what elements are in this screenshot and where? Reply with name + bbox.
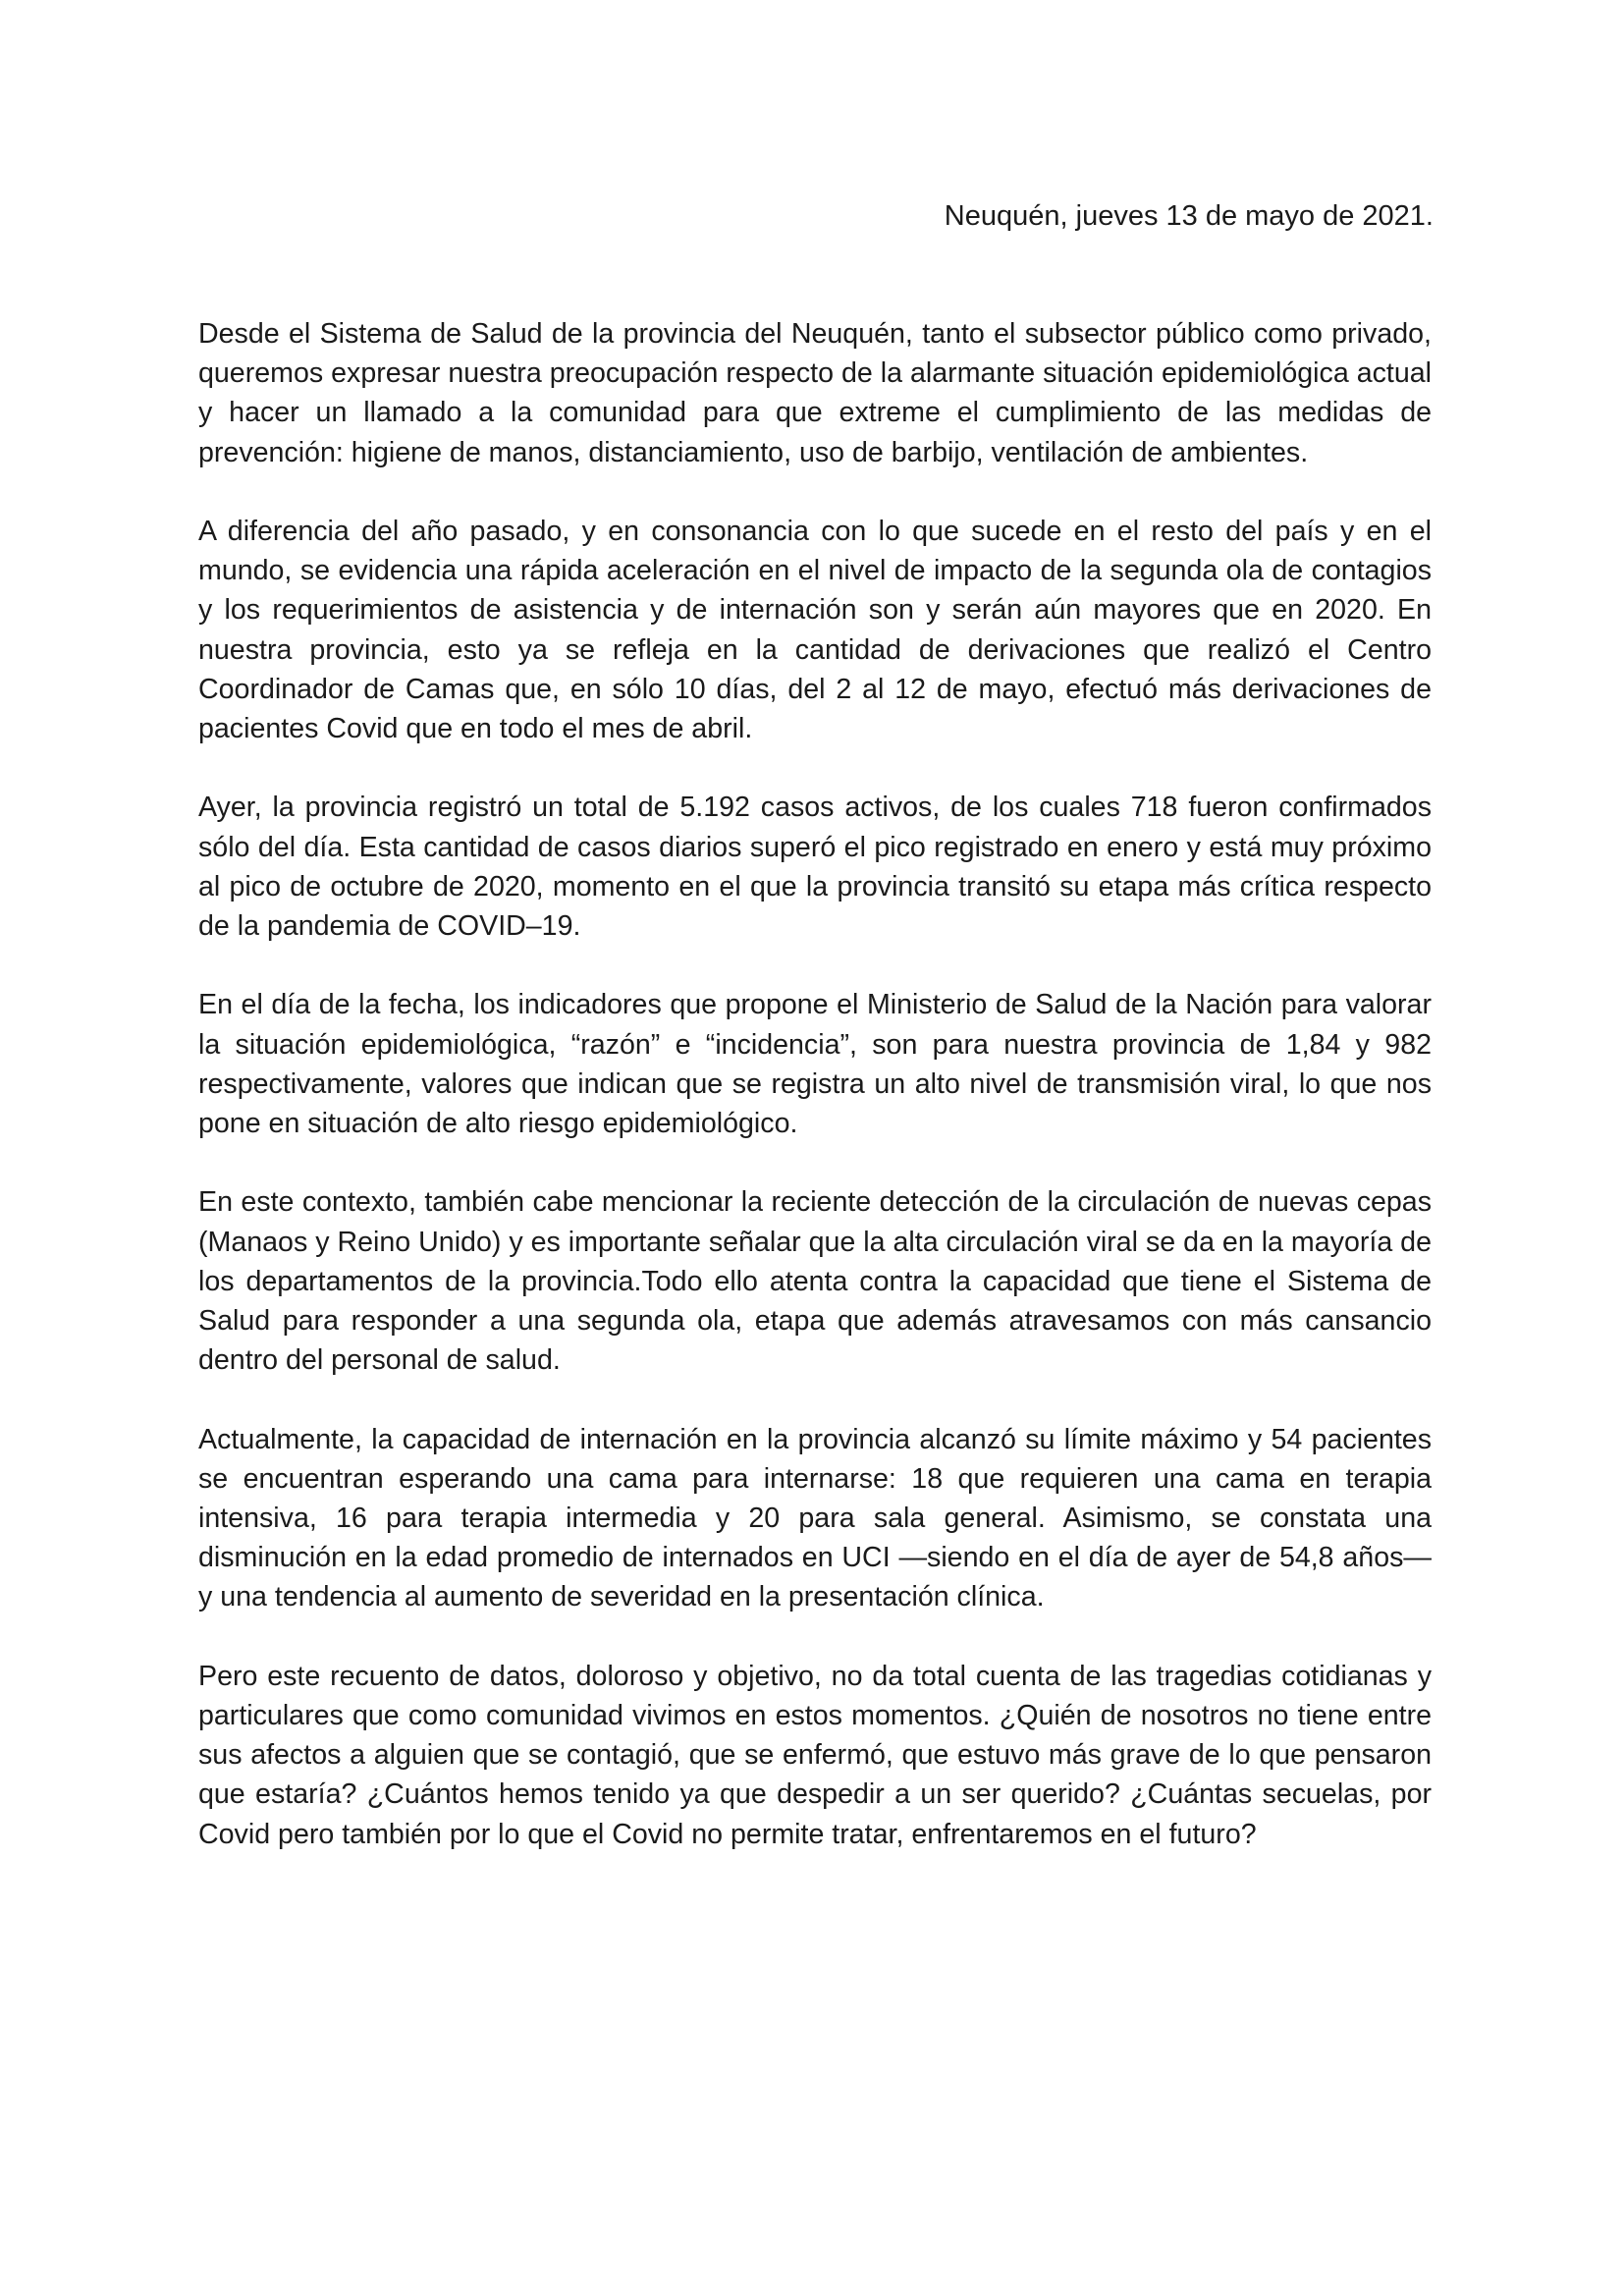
paragraph-community-tragedies: Pero este recuento de datos, doloroso y objetivo, no da total cuenta de las tragedias cotidianas y particulares que como comunidad vivimos en estos momentos. ¿Quién de nosotros no tiene entre sus afectos a alguien que se contagió, que se enfermó, que estuvo más grave de lo que pensaron que estaría? ¿Cuántos hemos tenido ya que despedir a un ser querido? ¿Cuántas secuelas, por Covid pero también por lo que el Covid no permite tratar, enfrentaremos en el futuro? (198, 1660, 1432, 1850)
letter-body (198, 314, 1432, 1893)
paragraph-hospital-capacity: Actualmente, la capacidad de internación en la provincia alcanzó su límite máximo y 54 pacientes se encuentran esperando una cama para internarse: 18 que requieren una cama en terapia intensiva, 16 para terapia intermedia y 20 para sala general. Asimismo, se constata una disminución en la edad promedio de internados en UCI —siendo en el día de ayer de 54,8 años— y una tendencia al aumento de severidad en la presentación clínica. (198, 1423, 1432, 1613)
paragraph-indicators: En el día de la fecha, los indicadores que propone el Ministerio de Salud de la Nación para valorar la situación epidemiológica, “razón” e “incidencia”, son para nuestra provincia de 1,84 y 982 respectivamente, valores que indican que se registra un alto nivel de transmisión viral, lo que nos pone en situación de alto riesgo epidemiológico. (198, 989, 1432, 1140)
paragraph-new-strains: En este contexto, también cabe mencionar la reciente detección de la circulación de nuevas cepas (Manaos y Reino Unido) y es importante señalar que la alta circulación viral se da en la mayoría de los departamentos de la provincia.Todo ello atenta contra la capacidad que tiene el Sistema de Salud para responder a una segunda ola, etapa que además atravesamos con más cansancio dentro del personal de salud. (198, 1186, 1432, 1377)
letter-date: Neuquén, jueves 13 de mayo de 2021. (944, 200, 1434, 232)
paragraph-active-cases: Ayer, la provincia registró un total de 5.192 casos activos, de los cuales 718 fueron confirmados sólo del día. Esta cantidad de casos diarios superó el pico registrado en enero y está muy próximo al pico de octubre de 2020, momento en el que la provincia transitó su etapa más crítica respecto de la pandemia de COVID–19. (198, 792, 1432, 943)
paragraph-prevention-call: Desde el Sistema de Salud de la provincia del Neuquén, tanto el subsector público como privado, queremos expresar nuestra preocupación respecto de la alarmante situación epidemiológica actual y hacer un llamado a la comunidad para que extreme el cumplimiento de las medidas de prevención: higiene de manos, distanciamiento, uso de barbijo, ventilación de ambientes. (198, 318, 1432, 468)
paragraph-second-wave: A diferencia del año pasado, y en consonancia con lo que sucede en el resto del país y en el mundo, se evidencia una rápida aceleración en el nivel de impacto de la segunda ola de contagios y los requerimientos de asistencia y de internación son y serán aún mayores que en 2020. En nuestra provincia, esto ya se refleja en la cantidad de derivaciones que realizó el Centro Coordinador de Camas que, en sólo 10 días, del 2 al 12 de mayo, efectuó más derivaciones de pacientes Covid que en todo el mes de abril. (198, 516, 1432, 745)
